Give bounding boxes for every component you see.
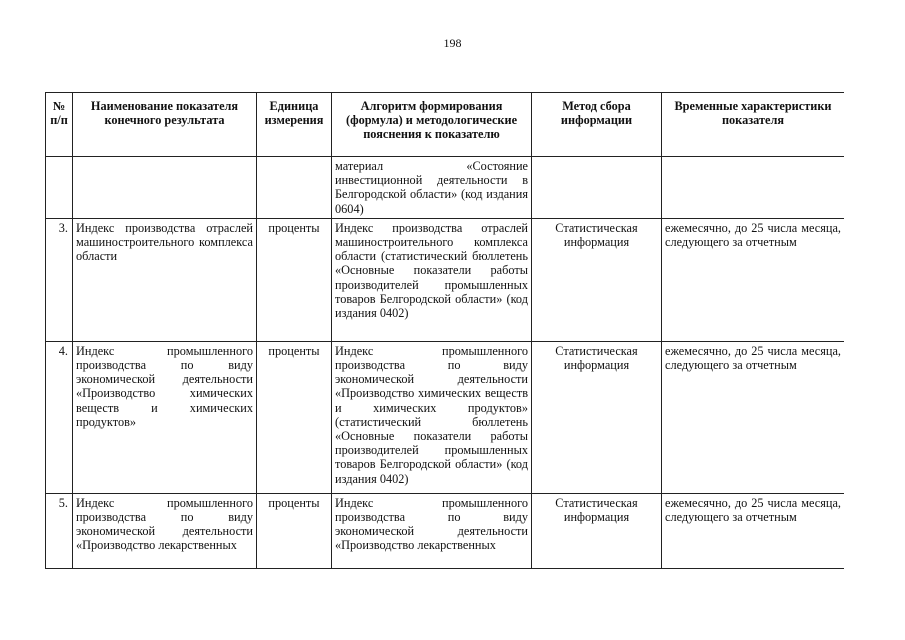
cell-number: 3. [46,218,73,341]
cell-method: Статистическая информация [532,341,662,493]
table-row [46,341,845,493]
cell-timing [662,157,845,219]
cell-indicator-name: Индекс промышленного производства по виду экономической деятельности «Производство химических веществ и химических продуктов» [73,341,257,493]
cell-unit: проценты [257,341,332,493]
cell-timing: ежемесячно, до 25 числа месяца, следующего за отчетным [662,218,845,341]
cell-indicator-name: Индекс производства отраслей машиностроительного комплекса области [73,218,257,341]
table-row [46,157,845,219]
cell-indicator-name [73,157,257,219]
header-method: Метод сбора информации [532,93,662,157]
indicators-table [45,92,844,569]
cell-indicator-name: Индекс промышленного производства по виду экономической деятельности «Производство лекарственных [73,493,257,568]
table-container [45,92,844,640]
cell-timing: ежемесячно, до 25 числа месяца, следующего за отчетным [662,493,845,568]
table-row [46,493,845,568]
cell-unit [257,157,332,219]
cell-algorithm: Индекс производства отраслей машиностроительного комплекса области (статистический бюллетень «Основные показатели работы производителей промышленных товаров Белгородской области» (код издания 0402) [332,218,532,341]
cell-algorithm: Индекс промышленного производства по виду экономической деятельности «Производство химических веществ и химических продуктов» (статистический бюллетень «Основные показатели работы производителей промышленных товаров Белгородской области» (код издания 0402) [332,341,532,493]
table-header-row [46,93,845,157]
cell-unit: проценты [257,493,332,568]
cell-algorithm: материал «Состояние инвестиционной деятельности в Белгородской области» (код издания 0604) [332,157,532,219]
header-algorithm: Алгоритм формирования (формула) и методологические пояснения к показателю [332,93,532,157]
cell-unit: проценты [257,218,332,341]
table-row [46,218,845,341]
header-indicator-name: Наименование показателя конечного результата [73,93,257,157]
cell-number [46,157,73,219]
cell-algorithm: Индекс промышленного производства по виду экономической деятельности «Производство лекарственных [332,493,532,568]
header-number: № п/п [46,93,73,157]
cell-method [532,157,662,219]
header-unit: Единица измерения [257,93,332,157]
cell-number: 5. [46,493,73,568]
cell-method: Статистическая информация [532,218,662,341]
page-number: 198 [443,36,462,50]
cell-number: 4. [46,341,73,493]
header-timing: Временные характеристики показателя [662,93,845,157]
cell-method: Статистическая информация [532,493,662,568]
cell-timing: ежемесячно, до 25 числа месяца, следующего за отчетным [662,341,845,493]
